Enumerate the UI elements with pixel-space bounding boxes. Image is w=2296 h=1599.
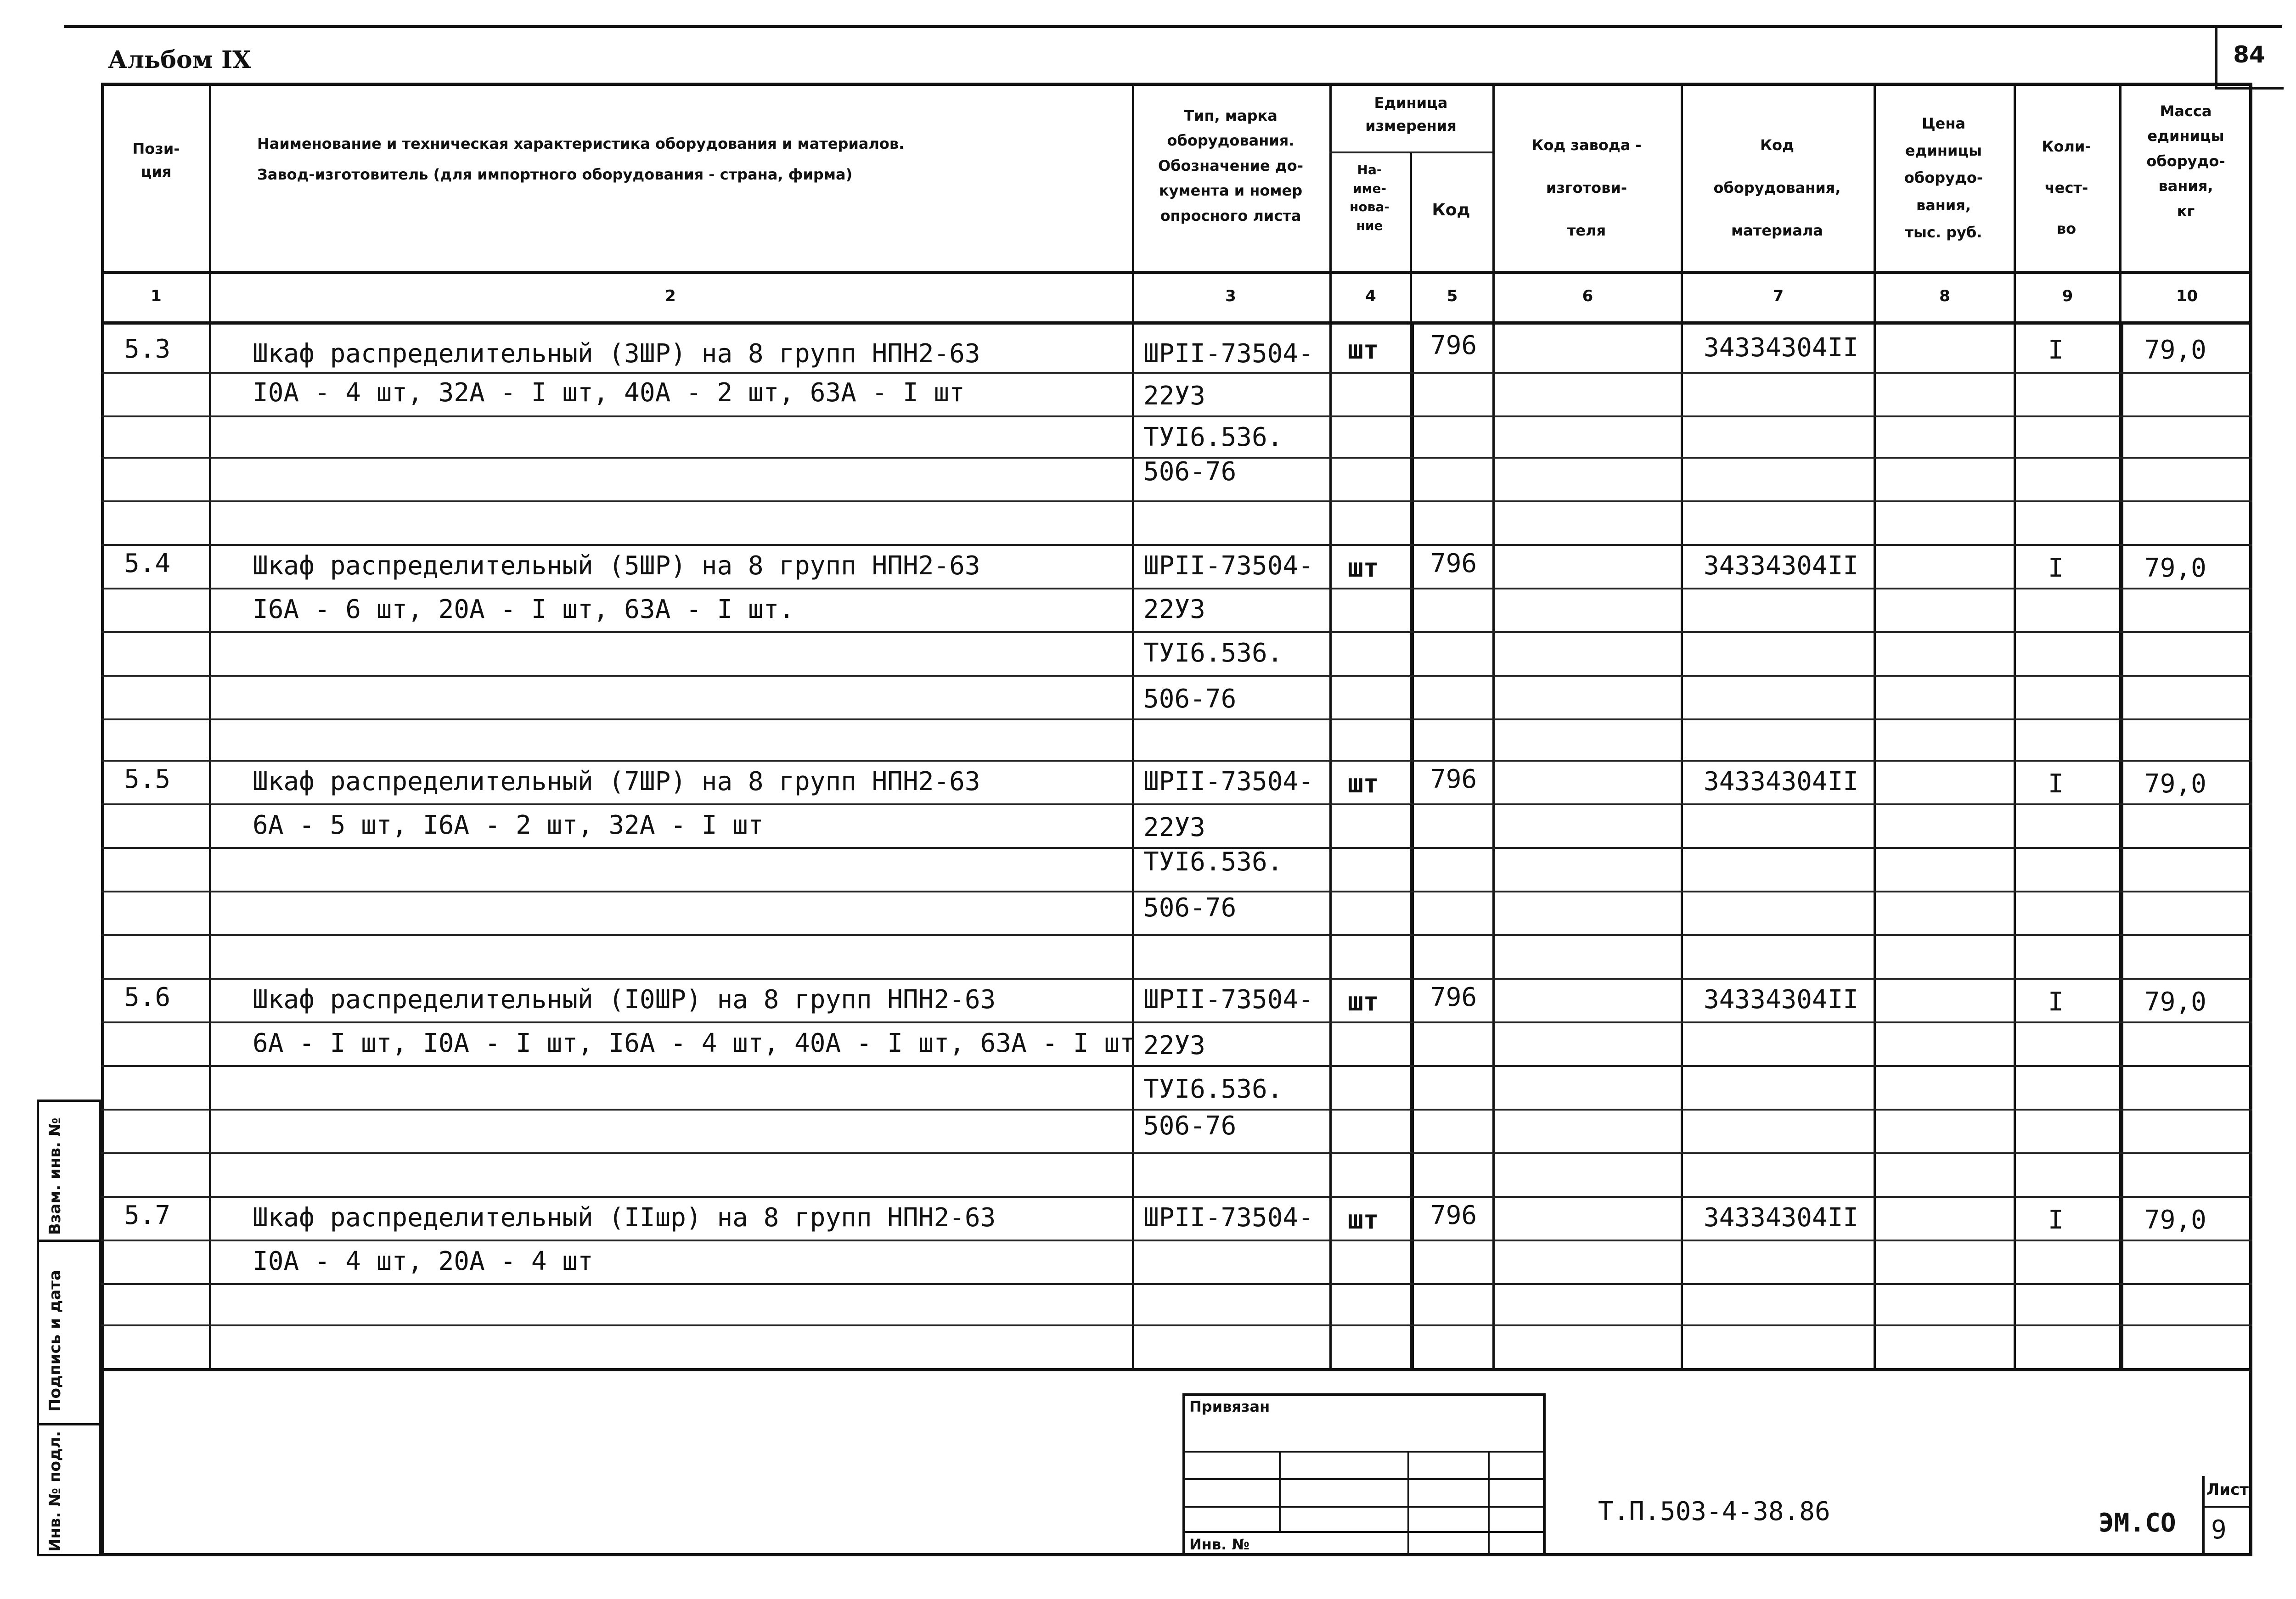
item-unit-code: 796 [1430,1201,1477,1230]
album-title: Альбом IX [108,46,251,74]
item-type: 22У3 [1143,1031,1205,1060]
item-equipment-code: 34334304II [1704,551,1859,581]
item-name: Шкаф распределительный (IIшр) на 8 групп НПН2-63 [253,1203,996,1233]
item-spec: 6А - I шт, I0А - I шт, I6А - 4 шт, 40А - I шт, 63А - I шт [253,1028,1135,1058]
sheet-box-left [2202,1476,2205,1556]
item-type: ШРII-73504- [1143,767,1314,797]
col-header-price: Цена единицы оборудо- вания, тыс. руб. [1904,115,1983,241]
row-rule [101,1065,2252,1067]
item-unit: шт [1348,987,1379,1017]
item-type: ШРII-73504- [1143,339,1314,369]
item-spec: I6А - 6 шт, 20А - I шт, 63А - I шт. [253,595,795,624]
item-quantity: I [2048,1205,2064,1235]
table-bottom-rule [101,1368,2252,1371]
item-type: 22У3 [1143,813,1205,842]
row-rule [101,1152,2252,1154]
col-header-unit-name: На- име- нова- ние [1350,162,1390,233]
col-divider-3 [1329,83,1332,1370]
col-header-quantity: Коли- чест- во [2042,138,2091,238]
side-label-inv: Инв. № подл. [46,1431,64,1552]
title-block-rule [1182,1531,1545,1533]
item-name: Шкаф распределительный (7ШР) на 8 групп НПН2-63 [253,767,980,797]
inventory-number-label: Инв. № [1189,1536,1249,1553]
row-rule [101,1324,2252,1326]
unit-group-subline [1329,151,1492,153]
item-type: ТУI6.536. [1143,847,1283,877]
document-code: Т.П.503-4-38.86 [1598,1497,1830,1526]
row-rule [101,1283,2252,1285]
title-block-rule [1182,1451,1545,1453]
item-type: ТУI6.536. [1143,422,1283,452]
item-position: 5.7 [124,1201,171,1230]
item-name: Шкаф распределительный (I0ШР) на 8 групп НПН2-63 [253,985,996,1015]
row-rule [101,1109,2252,1111]
row-rule [101,718,2252,720]
item-mass: 79,0 [2144,769,2206,799]
col-divider-7 [1874,83,1876,1370]
item-type: 22У3 [1143,381,1205,411]
row-rule [101,760,2252,762]
item-type: 22У3 [1143,595,1205,624]
side-label-podpis: Подпись и дата [46,1270,64,1412]
top-border-rule [64,25,2282,28]
col-header-unit-code: Код [1432,201,1470,219]
row-rule [101,1021,2252,1023]
row-rule [101,934,2252,936]
item-unit-code: 796 [1430,331,1477,360]
col-header-factory-code: Код завода - изготови- теля [1531,136,1642,239]
item-type: ТУI6.536. [1143,638,1283,668]
col-divider-6 [1681,83,1683,1370]
section-code: ЭМ.СО [2099,1508,2176,1538]
sheet-number: 9 [2211,1515,2227,1545]
col-header-name: Наименование и техническая характеристика оборудования и материалов. Завод-изготовитель (для импортного оборудования - страна, фирма) [257,135,905,184]
col-number: 8 [1939,287,1950,305]
bound-label: Привязан [1189,1398,1270,1415]
item-type: ШРII-73504- [1143,551,1314,581]
item-position: 5.5 [124,764,171,794]
side-label-vzam: Взам. инв. № [46,1117,64,1235]
row-rule [101,1240,2252,1241]
col-divider-2 [1132,83,1134,1370]
row-rule [101,631,2252,633]
item-name: Шкаф распределительный (3ШР) на 8 групп НПН2-63 [253,339,980,369]
item-quantity: I [2048,553,2064,583]
col-divider-9-thick [2119,321,2123,1370]
col-number: 9 [2062,287,2073,305]
col-header-type: Тип, марка оборудования. Обозначение до- кумента и номер опросного листа [1158,107,1303,224]
item-unit: шт [1348,553,1379,583]
item-position: 5.4 [124,549,171,578]
item-unit-code: 796 [1430,764,1477,794]
item-mass: 79,0 [2144,335,2206,365]
col-header-unit-group: Единица измерения [1365,94,1457,135]
item-quantity: I [2048,987,2064,1017]
item-name: Шкаф распределительный (5ШР) на 8 групп НПН2-63 [253,551,980,581]
item-type: ШРII-73504- [1143,1203,1314,1233]
item-quantity: I [2048,335,2064,365]
row-rule [101,1196,2252,1198]
item-spec: I0А - 4 шт, 32А - I шт, 40А - 2 шт, 63А - I шт [253,378,965,408]
item-unit: шт [1348,335,1379,365]
item-type: ШРII-73504- [1143,985,1314,1015]
item-spec: 6А - 5 шт, I6А - 2 шт, 32А - I шт [253,810,764,840]
col-number: 5 [1446,287,1458,305]
col-header-mass: Масса единицы оборудо- вания, кг [2146,102,2225,220]
col-divider-5 [1492,83,1495,1370]
col-number: 4 [1365,287,1376,305]
row-rule [101,588,2252,589]
item-type: 506-76 [1143,893,1237,923]
item-type: 506-76 [1143,684,1237,714]
item-quantity: I [2048,769,2064,799]
item-type: ТУI6.536. [1143,1074,1283,1104]
title-block-rule [1182,1506,1545,1508]
row-rule [101,675,2252,677]
row-rule [101,891,2252,892]
title-block-col [1488,1451,1490,1556]
col-number: 1 [151,287,162,305]
title-block-rule [1182,1478,1545,1480]
col-divider-1 [209,83,211,1370]
row-rule [101,803,2252,805]
item-unit-code: 796 [1430,982,1477,1012]
col-number: 3 [1225,287,1236,305]
col-divider-8 [2014,83,2016,1370]
row-rule [101,415,2252,417]
item-unit-code: 796 [1430,549,1477,578]
sheet-box-rule [2202,1506,2252,1508]
row-rule [101,544,2252,546]
item-equipment-code: 34334304II [1704,1203,1859,1233]
col-divider-4-thick [1410,321,1414,1370]
title-block-col [1279,1451,1281,1531]
title-block-top [1182,1393,1545,1396]
item-mass: 79,0 [2144,553,2206,583]
col-number: 2 [665,287,676,305]
item-spec: I0А - 4 шт, 20А - 4 шт [253,1246,593,1276]
item-position: 5.3 [124,334,171,364]
item-mass: 79,0 [2144,1205,2206,1235]
col-number: 7 [1773,287,1784,305]
col-header-equipment-code: Код оборудования, материала [1713,136,1841,239]
item-equipment-code: 34334304II [1704,767,1859,797]
title-block-col [1407,1451,1409,1556]
item-equipment-code: 34334304II [1704,985,1859,1015]
row-rule [101,978,2252,980]
col-number: 6 [1582,287,1593,305]
item-position: 5.6 [124,982,171,1012]
row-rule [101,372,2252,374]
header-bottom-rule [101,271,2252,274]
page-number: 84 [2233,41,2265,68]
item-unit: шт [1348,1205,1379,1235]
item-type: 506-76 [1143,457,1237,487]
colnum-bottom-rule [101,321,2252,325]
row-rule [101,500,2252,502]
item-unit: шт [1348,769,1379,799]
item-mass: 79,0 [2144,987,2206,1017]
col-header-position: Пози- ция [132,140,180,180]
sheet-label: Лист [2206,1481,2249,1499]
item-equipment-code: 34334304II [1704,333,1859,363]
item-type: 506-76 [1143,1111,1237,1141]
col-number: 10 [2176,287,2198,305]
